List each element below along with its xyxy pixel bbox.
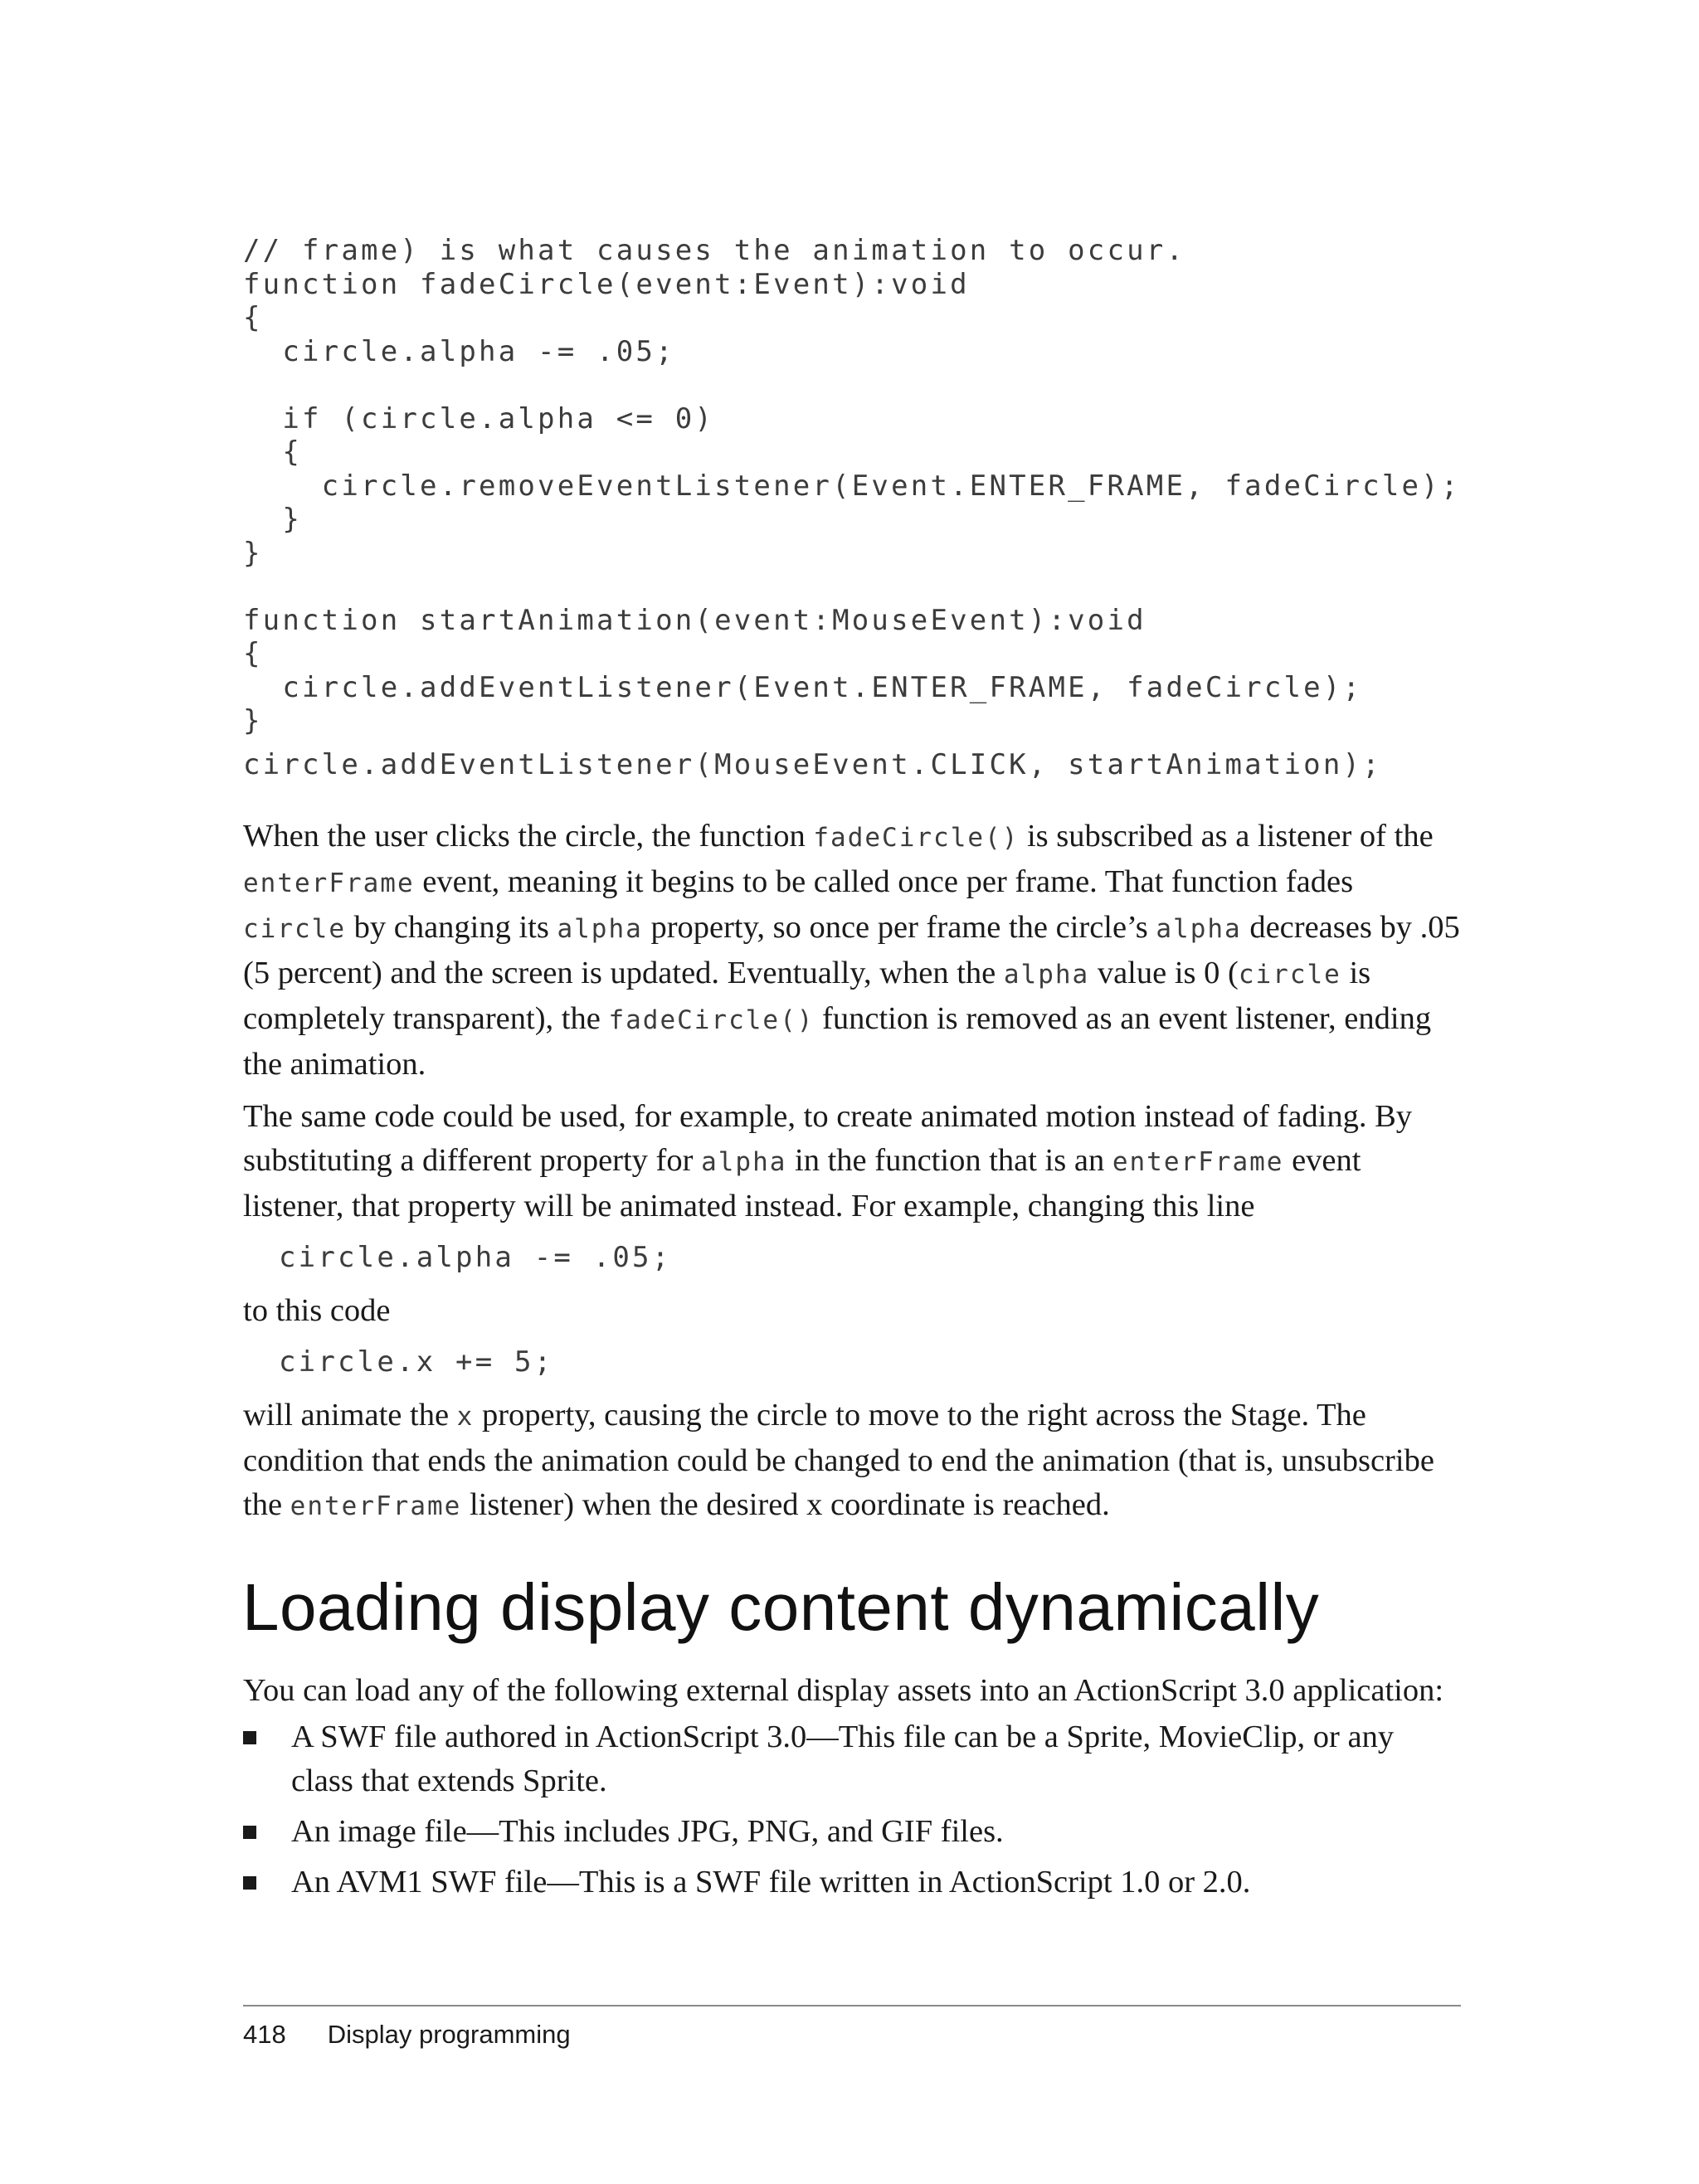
- list-item: [243, 1861, 1463, 1904]
- text-run: When the user clicks the circle, the function: [243, 819, 814, 854]
- list-item: [243, 1810, 1463, 1854]
- square-bullet-icon: [243, 1731, 256, 1744]
- inline-code: alpha: [557, 914, 643, 944]
- code-line: circle.alpha -= .05;: [243, 334, 675, 368]
- text-run: property, so once per frame the circle’s: [642, 910, 1156, 945]
- text-run: by changing its: [345, 910, 557, 945]
- paragraph-fadecircle-explanation: [243, 815, 1463, 1087]
- list-item-text: An AVM1 SWF file—This is a SWF file written in ActionScript 1.0 or 2.0.: [291, 1865, 1251, 1899]
- text-run: event listener, that property will be animated instead. For example, changing this line: [243, 1143, 1361, 1223]
- text-run: is subscribed as a listener of the: [1019, 819, 1434, 854]
- code-line: function fadeCircle(event:Event):void: [243, 267, 970, 301]
- text-run: decreases by .05 (5 percent) and the screen is updated. Eventually, when the: [243, 910, 1460, 990]
- code-line: if (circle.alpha <= 0): [243, 401, 715, 435]
- text-run: in the function that is an: [786, 1143, 1112, 1178]
- list-item: [243, 1715, 1463, 1803]
- code-line: }: [243, 536, 263, 570]
- code-line: {: [243, 301, 263, 334]
- code-line: {: [243, 435, 303, 469]
- code-block: [243, 234, 1461, 781]
- text-run: function is removed as an event listener, ending the animation.: [243, 1001, 1432, 1082]
- text-run: value is 0 (: [1089, 956, 1239, 990]
- code-line: function startAnimation(event:MouseEvent):void: [243, 603, 1146, 637]
- text-run: event, meaning it begins to be called once per frame. That function fades: [414, 864, 1354, 899]
- inline-code: alpha: [1156, 914, 1242, 944]
- code-blank-line: [243, 368, 1461, 402]
- page-number: 418: [243, 2020, 286, 2049]
- page-footer: [243, 2020, 571, 2050]
- text-run: property, causing the circle to move to the right across the Stage. The condition that ends the animation could be changed to end the animation (that is, unsubscribe the: [243, 1398, 1434, 1522]
- code-line: }: [243, 503, 303, 536]
- paragraph-intro: You can load any of the following external display assets into an ActionScript 3.0 application:: [243, 1673, 1444, 1708]
- list-item-text: A SWF file authored in ActionScript 3.0—This file can be a Sprite, MovieClip, or any class that extends Sprite.: [291, 1719, 1395, 1798]
- inline-code: circle: [243, 914, 346, 944]
- inline-code: fadeCircle(): [608, 1005, 815, 1035]
- paragraph-animated-motion: [243, 1095, 1463, 1228]
- inline-code: fadeCircle(): [813, 823, 1020, 853]
- section-heading: Loading display content dynamically: [242, 1570, 1320, 1644]
- inline-code: alpha: [1003, 960, 1090, 990]
- list-item-text: An image file—This includes JPG, PNG, and GIF files.: [291, 1814, 1004, 1849]
- paragraph-animate-x: [243, 1394, 1463, 1529]
- inline-code: x: [456, 1402, 475, 1432]
- code-example-x: circle.x += 5;: [279, 1345, 554, 1379]
- text-run: is completely transparent), the: [243, 956, 1371, 1036]
- footer-section-title: Display programming: [327, 2020, 571, 2049]
- paragraph-to-this-code: to this code: [243, 1293, 391, 1328]
- footer-divider: [243, 2005, 1461, 2006]
- code-line: }: [243, 704, 263, 737]
- text-run: listener) when the desired x coordinate is reached.: [461, 1487, 1110, 1522]
- text-run: will animate the: [243, 1398, 457, 1432]
- text-run: The same code could be used, for example, to create animated motion instead of fading. By substituting a different property for: [243, 1099, 1413, 1178]
- square-bullet-icon: [243, 1826, 256, 1839]
- code-line: circle.addEventListener(MouseEvent.CLICK, startAnimation);: [243, 747, 1382, 781]
- inline-code: enterFrame: [243, 868, 415, 898]
- code-line: {: [243, 637, 263, 670]
- code-blank-line: [243, 738, 1461, 748]
- asset-list: [243, 1715, 1463, 1911]
- code-line: circle.removeEventListener(Event.ENTER_FRAME, fadeCircle);: [243, 469, 1461, 503]
- code-blank-line: [243, 570, 1461, 604]
- code-example-alpha: circle.alpha -= .05;: [279, 1241, 672, 1274]
- inline-code: enterFrame: [1112, 1147, 1284, 1177]
- inline-code: circle: [1238, 960, 1341, 990]
- inline-code: alpha: [701, 1147, 787, 1177]
- inline-code: enterFrame: [290, 1491, 462, 1521]
- code-line: // frame) is what causes the animation to occur.: [243, 234, 1186, 267]
- square-bullet-icon: [243, 1876, 256, 1890]
- code-line: circle.addEventListener(Event.ENTER_FRAME, fadeCircle);: [243, 670, 1363, 704]
